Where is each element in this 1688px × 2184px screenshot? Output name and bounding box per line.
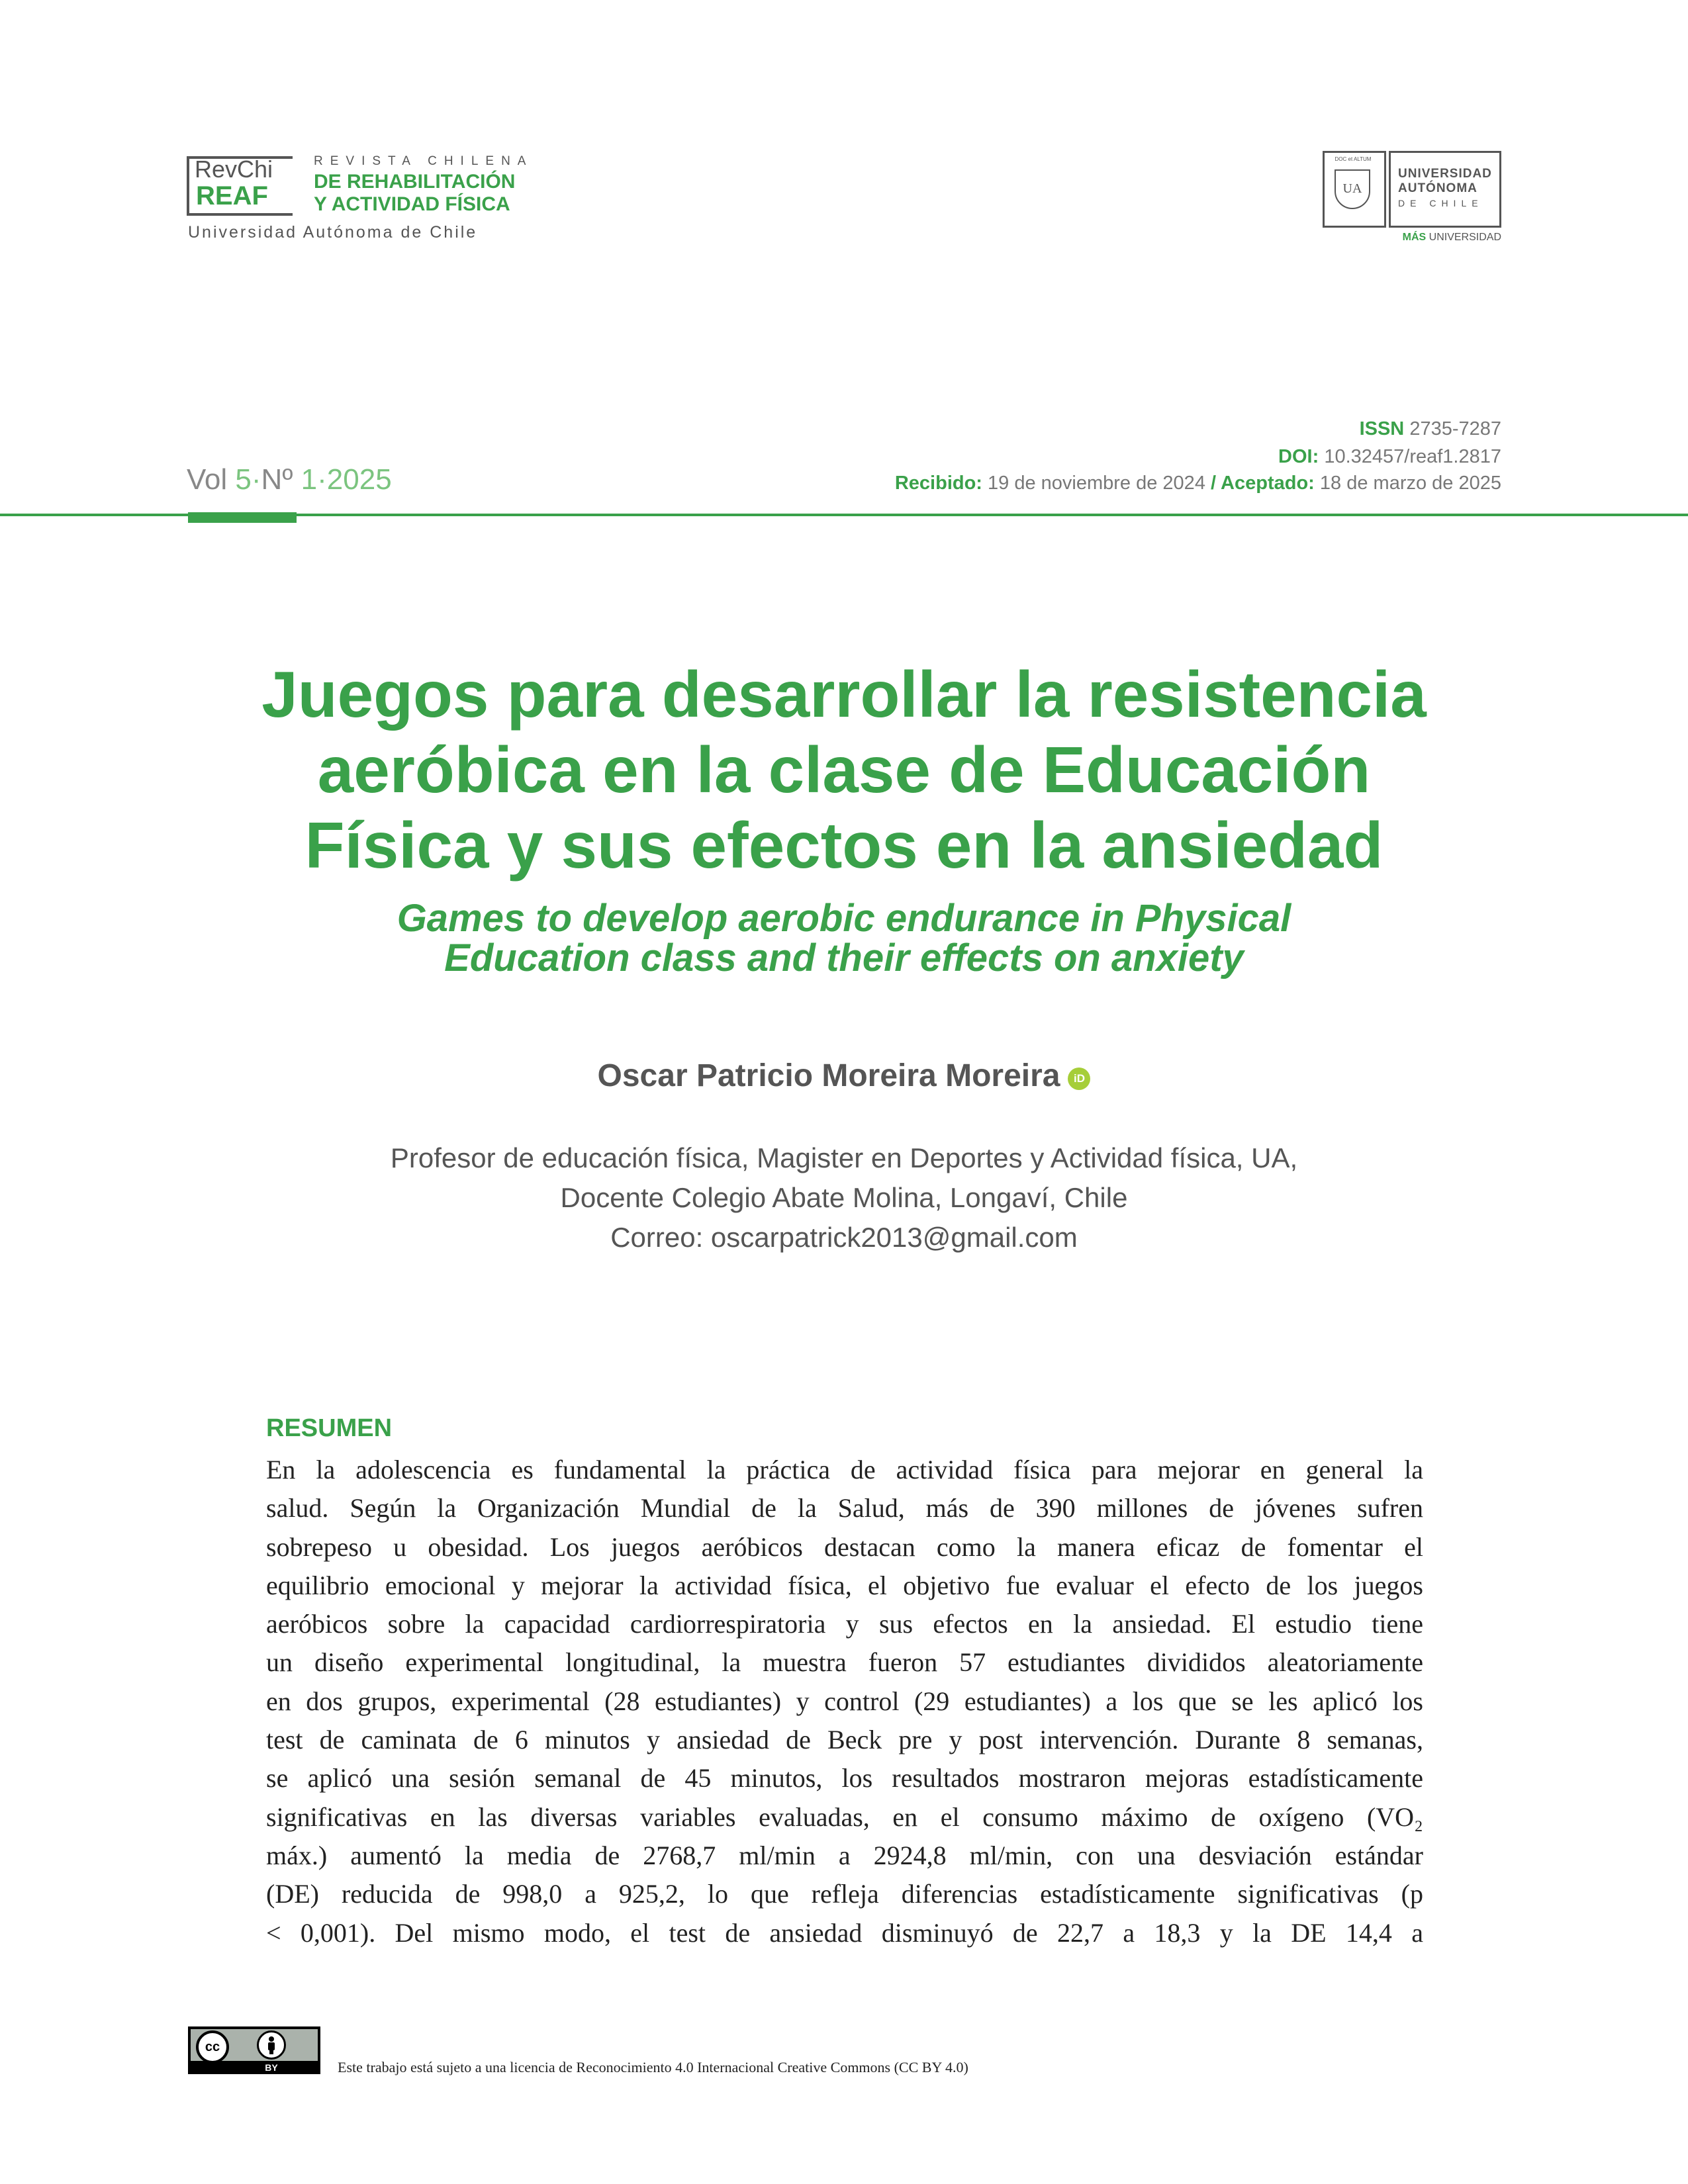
license-text: Este trabajo está sujeto a una licencia de Reconocimiento 4.0 Internacional Creative Commons (CC BY 4.0) [338,2059,968,2075]
title-line: aeróbica en la clase de Educación [317,733,1371,806]
motto-rest: UNIVERSIDAD [1429,232,1501,243]
logo-rehabilitacion: DE REHABILITACIÓN [314,171,516,193]
by-label: BY [265,2062,278,2073]
orcid-icon[interactable]: iD [1068,1068,1090,1090]
accepted-date: 18 de marzo de 2025 [1319,473,1501,494]
abstract-line: se aplicó una sesión semanal de 45 minutos, los resultados mostraron mejoras estadísticamente [266,1763,1423,1794]
cc-icon: cc [196,2030,229,2064]
affiliation-email[interactable]: Correo: oscarpatrick2013@gmail.com [610,1222,1078,1253]
abstract-line: salud. Según la Organización Mundial de la Salud, más de 390 millones de jóvenes sufren [266,1493,1423,1524]
ua-shield-icon: UA [1335,169,1370,209]
issn-label: ISSN [1359,418,1405,439]
title-line: Juegos para desarrollar la resistencia [261,658,1427,731]
university-motto [1389,232,1501,244]
dates-line [895,470,1501,496]
abstract-line: aeróbicos sobre la capacidad cardiorrespiratoria y sus efectos en la ansiedad. El estudio tiene [266,1609,1423,1639]
university-name-line2: AUTÓNOMA [1398,181,1477,195]
affiliation-line: Docente Colegio Abate Molina, Longaví, Chile [560,1182,1128,1213]
doi-value[interactable]: 10.32457/reaf1.2817 [1324,446,1501,467]
abstract-line: máx.) aumentó la media de 2768,7 ml/min a 2924,8 ml/min, con una desviación estándar [266,1840,1423,1870]
abstract-body [266,1451,1423,1952]
university-name-line3: DE CHILE [1398,198,1483,208]
person-icon [257,2030,286,2060]
abstract-line: test de caminata de 6 minutos y ansiedad de Beck pre y post intervención. Durante 8 semanas, [266,1725,1423,1755]
year: 2025 [326,463,392,496]
subtitle-line: Education class and their effects on anxiety [444,936,1244,979]
author-affiliation [199,1138,1489,1257]
title-line: Física y sus efectos en la ansiedad [305,809,1383,882]
header-divider-accent [188,512,297,523]
received-label: Recibido: [894,473,982,494]
logo-reaf: REAF [196,181,268,210]
vol-label: Vol [187,463,228,496]
received-date: 19 de noviembre de 2024 [988,473,1205,494]
author-name-line [199,1056,1489,1096]
volume-issue: Vol 5·Nº 1·2025 [187,463,392,496]
abstract-line: en dos grupos, experimental (28 estudiantes) y control (29 estudiantes) a los que se les aplicó los [266,1686,1423,1716]
abstract-line: (DE) reducida de 998,0 a 925,2, lo que refleja diferencias estadísticamente significativas (p [266,1879,1423,1909]
university-logo [1323,151,1501,250]
article-title [199,657,1489,883]
issn-value: 2735-7287 [1409,418,1501,439]
abstract-line: En la adolescencia es fundamental la práctica de actividad física para mejorar en general la [266,1455,1423,1484]
abstract-line: equilibrio emocional y mejorar la actividad física, el objetivo fue evaluar el efecto de los juegos [266,1570,1423,1600]
author-name: Oscar Patricio Moreira Moreira [597,1058,1060,1093]
issue-number: 1 [301,463,318,496]
cc-by-badge[interactable] [188,2026,320,2074]
subtitle-line: Games to develop aerobic endurance in Physical [397,897,1291,940]
issue-label: Nº [261,463,293,496]
logo-actividad-fisica: Y ACTIVIDAD FÍSICA [314,193,510,215]
logo-revista-chilena: REVISTA CHILENA [314,154,534,168]
ua-seal-motto: DOC et ALTUM [1335,156,1372,162]
accepted-label: / Aceptado: [1211,473,1315,494]
doi-label: DOI: [1278,446,1319,467]
abstract-heading: RESUMEN [266,1414,393,1442]
abstract-line: sobrepeso u obesidad. Los juegos aeróbicos destacan como la manera eficaz de fomentar el [266,1531,1423,1562]
abstract-line: significativas en las diversas variables evaluadas, en el consumo máximo de oxígeno (VO₂ [266,1801,1423,1832]
motto-bold: MÁS [1402,232,1427,243]
abstract-line: un diseño experimental longitudinal, la muestra fueron 57 estudiantes divididos aleatoriamente [266,1647,1423,1678]
doi-line [1278,443,1501,470]
issn-line [1360,416,1501,442]
logo-university-name: Universidad Autónoma de Chile [188,223,478,242]
affiliation-line: Profesor de educación física, Magister en Deportes y Actividad física, UA, [390,1142,1298,1173]
university-name-line1: UNIVERSIDAD [1398,167,1492,181]
article-subtitle [199,899,1489,978]
journal-logo [187,151,544,244]
logo-revchi: RevChi [195,156,273,183]
abstract-line: < 0,001). Del mismo modo, el test de ansiedad disminuyó de 22,7 a 18,3 y la DE 14,4 a [266,1917,1423,1948]
vol-number: 5 [235,463,252,496]
